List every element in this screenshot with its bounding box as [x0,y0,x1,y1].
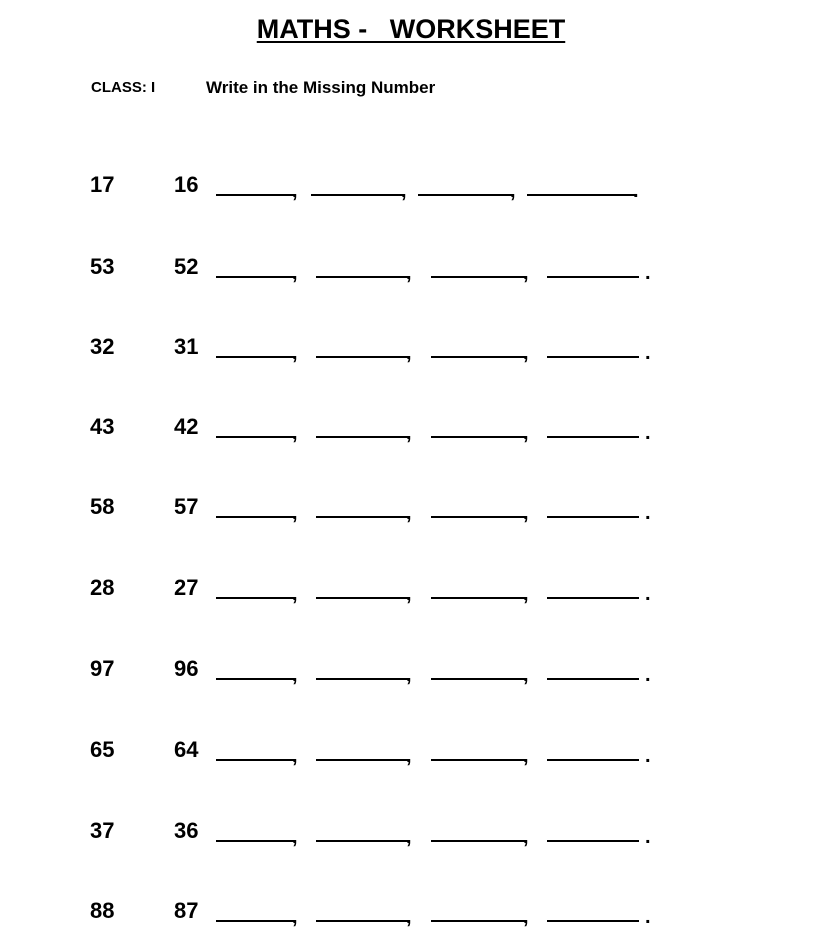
answer-blank[interactable] [431,678,527,680]
given-number-second: 31 [174,334,199,359]
answer-blank[interactable] [547,759,639,761]
period-terminator: . [645,502,651,524]
answer-blank[interactable] [316,516,410,518]
comma-separator: , [406,502,412,524]
comma-separator: , [523,342,529,364]
answer-blank[interactable] [316,436,410,438]
exercise-row [0,414,822,454]
answer-blank[interactable] [547,276,639,278]
given-number-first: 88 [90,898,115,923]
given-number-second: 64 [174,737,199,762]
comma-separator: , [292,826,298,848]
given-number-second: 96 [174,656,199,681]
answer-blank[interactable] [547,436,639,438]
answer-blank[interactable] [547,678,639,680]
comma-separator: , [523,422,529,444]
exercise-row [0,172,822,212]
class-label: CLASS: I [91,79,156,96]
answer-blank[interactable] [216,759,296,761]
given-number-second: 16 [174,172,199,197]
exercise-row [0,656,822,696]
given-number-first: 53 [90,254,115,279]
answer-blank[interactable] [431,436,527,438]
comma-separator: , [401,180,407,202]
answer-blank[interactable] [418,194,514,196]
answer-blank[interactable] [216,678,296,680]
given-number-first: 17 [90,172,115,197]
answer-blank[interactable] [431,840,527,842]
answer-blank[interactable] [431,759,527,761]
comma-separator: , [292,180,298,202]
instruction-text: Write in the Missing Number [206,78,436,97]
comma-separator: , [406,262,412,284]
comma-separator: , [523,906,529,928]
comma-separator: , [292,422,298,444]
answer-blank[interactable] [316,597,410,599]
answer-blank[interactable] [431,597,527,599]
comma-separator: , [406,906,412,928]
given-number-first: 97 [90,656,115,681]
comma-separator: , [292,583,298,605]
given-number-second: 42 [174,414,199,439]
answer-blank[interactable] [316,276,410,278]
exercise-row [0,898,822,938]
answer-blank[interactable] [311,194,405,196]
given-number-second: 57 [174,494,199,519]
answer-blank[interactable] [316,759,410,761]
comma-separator: , [523,826,529,848]
comma-separator: , [523,583,529,605]
answer-blank[interactable] [547,597,639,599]
period-terminator: . [645,583,651,605]
answer-blank[interactable] [216,356,296,358]
exercise-row [0,254,822,294]
period-terminator: . [645,342,651,364]
period-terminator: . [645,664,651,686]
answer-blank[interactable] [431,920,527,922]
answer-blank[interactable] [316,840,410,842]
exercise-row [0,737,822,777]
answer-blank[interactable] [216,840,296,842]
answer-blank[interactable] [316,920,410,922]
comma-separator: , [292,342,298,364]
period-terminator: . [645,826,651,848]
answer-blank[interactable] [216,597,296,599]
period-terminator: . [645,262,651,284]
given-number-first: 43 [90,414,115,439]
answer-blank[interactable] [216,194,296,196]
given-number-second: 27 [174,575,199,600]
comma-separator: , [510,180,516,202]
exercise-row [0,575,822,615]
answer-blank[interactable] [431,276,527,278]
answer-blank[interactable] [431,516,527,518]
worksheet-title-text: MATHS - WORKSHEET [256,14,566,44]
answer-blank[interactable] [216,276,296,278]
comma-separator: , [292,906,298,928]
answer-blank[interactable] [216,516,296,518]
period-terminator: . [645,745,651,767]
answer-blank[interactable] [547,516,639,518]
comma-separator: , [523,262,529,284]
comma-separator: , [292,745,298,767]
comma-separator: , [523,664,529,686]
given-number-first: 37 [90,818,115,843]
answer-blank[interactable] [216,436,296,438]
answer-blank[interactable] [316,678,410,680]
given-number-first: 28 [90,575,115,600]
comma-separator: , [406,583,412,605]
given-number-first: 32 [90,334,115,359]
answer-blank[interactable] [316,356,410,358]
given-number-second: 52 [174,254,199,279]
answer-blank[interactable] [547,920,639,922]
given-number-first: 65 [90,737,115,762]
period-terminator: . [645,906,651,928]
period-terminator: . [633,180,639,202]
answer-blank[interactable] [431,356,527,358]
comma-separator: , [523,502,529,524]
exercise-row [0,494,822,534]
comma-separator: , [523,745,529,767]
answer-blank[interactable] [547,840,639,842]
comma-separator: , [406,422,412,444]
worksheet-title [0,14,822,45]
comma-separator: , [292,502,298,524]
comma-separator: , [406,826,412,848]
given-number-second: 36 [174,818,199,843]
answer-blank[interactable] [527,194,635,196]
comma-separator: , [292,664,298,686]
comma-separator: , [406,664,412,686]
exercise-row [0,818,822,858]
exercise-row [0,334,822,374]
answer-blank[interactable] [547,356,639,358]
comma-separator: , [406,342,412,364]
given-number-second: 87 [174,898,199,923]
comma-separator: , [406,745,412,767]
period-terminator: . [645,422,651,444]
answer-blank[interactable] [216,920,296,922]
given-number-first: 58 [90,494,115,519]
comma-separator: , [292,262,298,284]
